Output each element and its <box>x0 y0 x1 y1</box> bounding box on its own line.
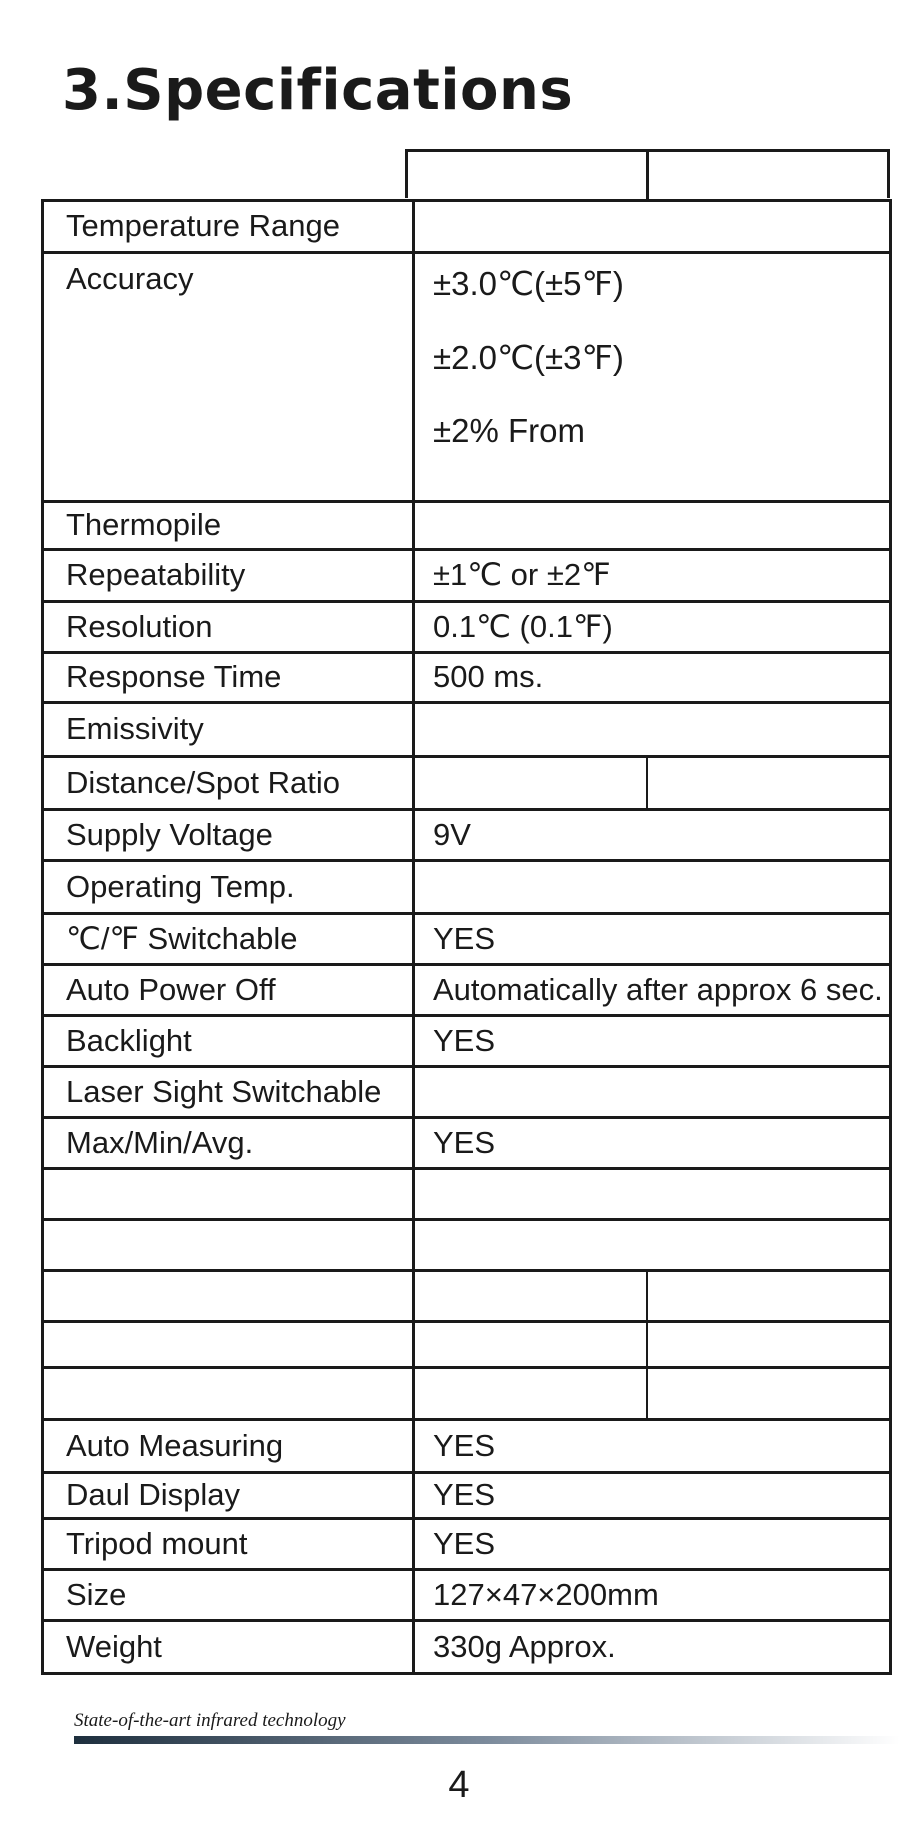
row-value: ±1℃ or ±2℉ <box>414 550 891 602</box>
row-label: Daul Display <box>43 1473 414 1519</box>
row-value: 0.1℃ (0.1℉) <box>414 602 891 653</box>
row-value <box>414 757 891 810</box>
row-value: YES <box>414 1473 891 1519</box>
row-value <box>414 703 891 757</box>
page-number: 4 <box>448 1764 470 1806</box>
row-label: Accuracy <box>43 253 414 502</box>
row-value: 9V <box>414 810 891 861</box>
row-label: Tripod mount <box>43 1519 414 1570</box>
table-row <box>43 1473 891 1519</box>
table-row <box>43 550 891 602</box>
row-value <box>414 253 891 502</box>
row-label <box>43 1368 414 1420</box>
split-divider <box>646 1270 648 1418</box>
accuracy-line: ±3.0℃(±5℉) <box>433 265 624 302</box>
row-label: Weight <box>43 1621 414 1674</box>
row-value: Automatically after approx 6 sec. <box>414 965 891 1016</box>
table-row <box>43 1621 891 1674</box>
row-value <box>414 1271 891 1322</box>
table-row <box>43 602 891 653</box>
row-label: Response Time <box>43 653 414 703</box>
row-label <box>43 1220 414 1271</box>
row-value: YES <box>414 1519 891 1570</box>
table-row <box>43 1322 891 1368</box>
row-label: Laser Sight Switchable <box>43 1067 414 1118</box>
split-divider <box>646 756 648 808</box>
row-value <box>414 1322 891 1368</box>
row-value <box>414 502 891 550</box>
table-row <box>43 201 891 253</box>
row-value <box>414 1169 891 1220</box>
row-label: Auto Measuring <box>43 1420 414 1473</box>
row-label: Distance/Spot Ratio <box>43 757 414 810</box>
row-label: ℃/℉ Switchable <box>43 914 414 965</box>
table-row <box>43 502 891 550</box>
row-label: Repeatability <box>43 550 414 602</box>
row-label: Temperature Range <box>43 201 414 253</box>
row-label <box>43 1322 414 1368</box>
row-label <box>43 1271 414 1322</box>
row-value <box>414 1220 891 1271</box>
table-row <box>43 965 891 1016</box>
row-label <box>43 1169 414 1220</box>
row-value: YES <box>414 1016 891 1067</box>
table-row <box>43 253 891 502</box>
spec-table <box>41 199 892 1675</box>
table-row <box>43 1519 891 1570</box>
page-title: 3.Specifications <box>62 58 574 123</box>
table-row <box>43 1271 891 1322</box>
row-value <box>414 1067 891 1118</box>
accuracy-line: ±2% From <box>433 412 585 450</box>
row-value <box>414 201 891 253</box>
table-row <box>43 757 891 810</box>
footer-gradient-bar <box>74 1736 900 1744</box>
table-row <box>43 1220 891 1271</box>
row-label: Auto Power Off <box>43 965 414 1016</box>
table-row <box>43 653 891 703</box>
row-value: YES <box>414 1420 891 1473</box>
row-value: YES <box>414 914 891 965</box>
row-label: Operating Temp. <box>43 861 414 914</box>
accuracy-line: ±2.0℃(±3℉) <box>433 338 624 376</box>
row-label: Thermopile <box>43 502 414 550</box>
row-label: Supply Voltage <box>43 810 414 861</box>
row-label: Resolution <box>43 602 414 653</box>
table-row <box>43 1368 891 1420</box>
table-row <box>43 1420 891 1473</box>
row-value <box>414 861 891 914</box>
table-row <box>43 1067 891 1118</box>
table-row <box>43 810 891 861</box>
row-value <box>414 1368 891 1420</box>
row-label: Backlight <box>43 1016 414 1067</box>
row-label: Size <box>43 1570 414 1621</box>
table-row <box>43 1118 891 1169</box>
table-row <box>43 861 891 914</box>
table-row <box>43 914 891 965</box>
table-row <box>43 703 891 757</box>
row-value: 330g Approx. <box>414 1621 891 1674</box>
row-label: Max/Min/Avg. <box>43 1118 414 1169</box>
table-row <box>43 1016 891 1067</box>
row-value: YES <box>414 1118 891 1169</box>
row-value: 500 ms. <box>414 653 891 703</box>
table-row <box>43 1169 891 1220</box>
footer-tagline: State-of-the-art infrared technology <box>74 1710 346 1731</box>
row-value: 127×47×200mm <box>414 1570 891 1621</box>
row-label: Emissivity <box>43 703 414 757</box>
table-row <box>43 1570 891 1621</box>
table-header-divider <box>646 149 649 199</box>
